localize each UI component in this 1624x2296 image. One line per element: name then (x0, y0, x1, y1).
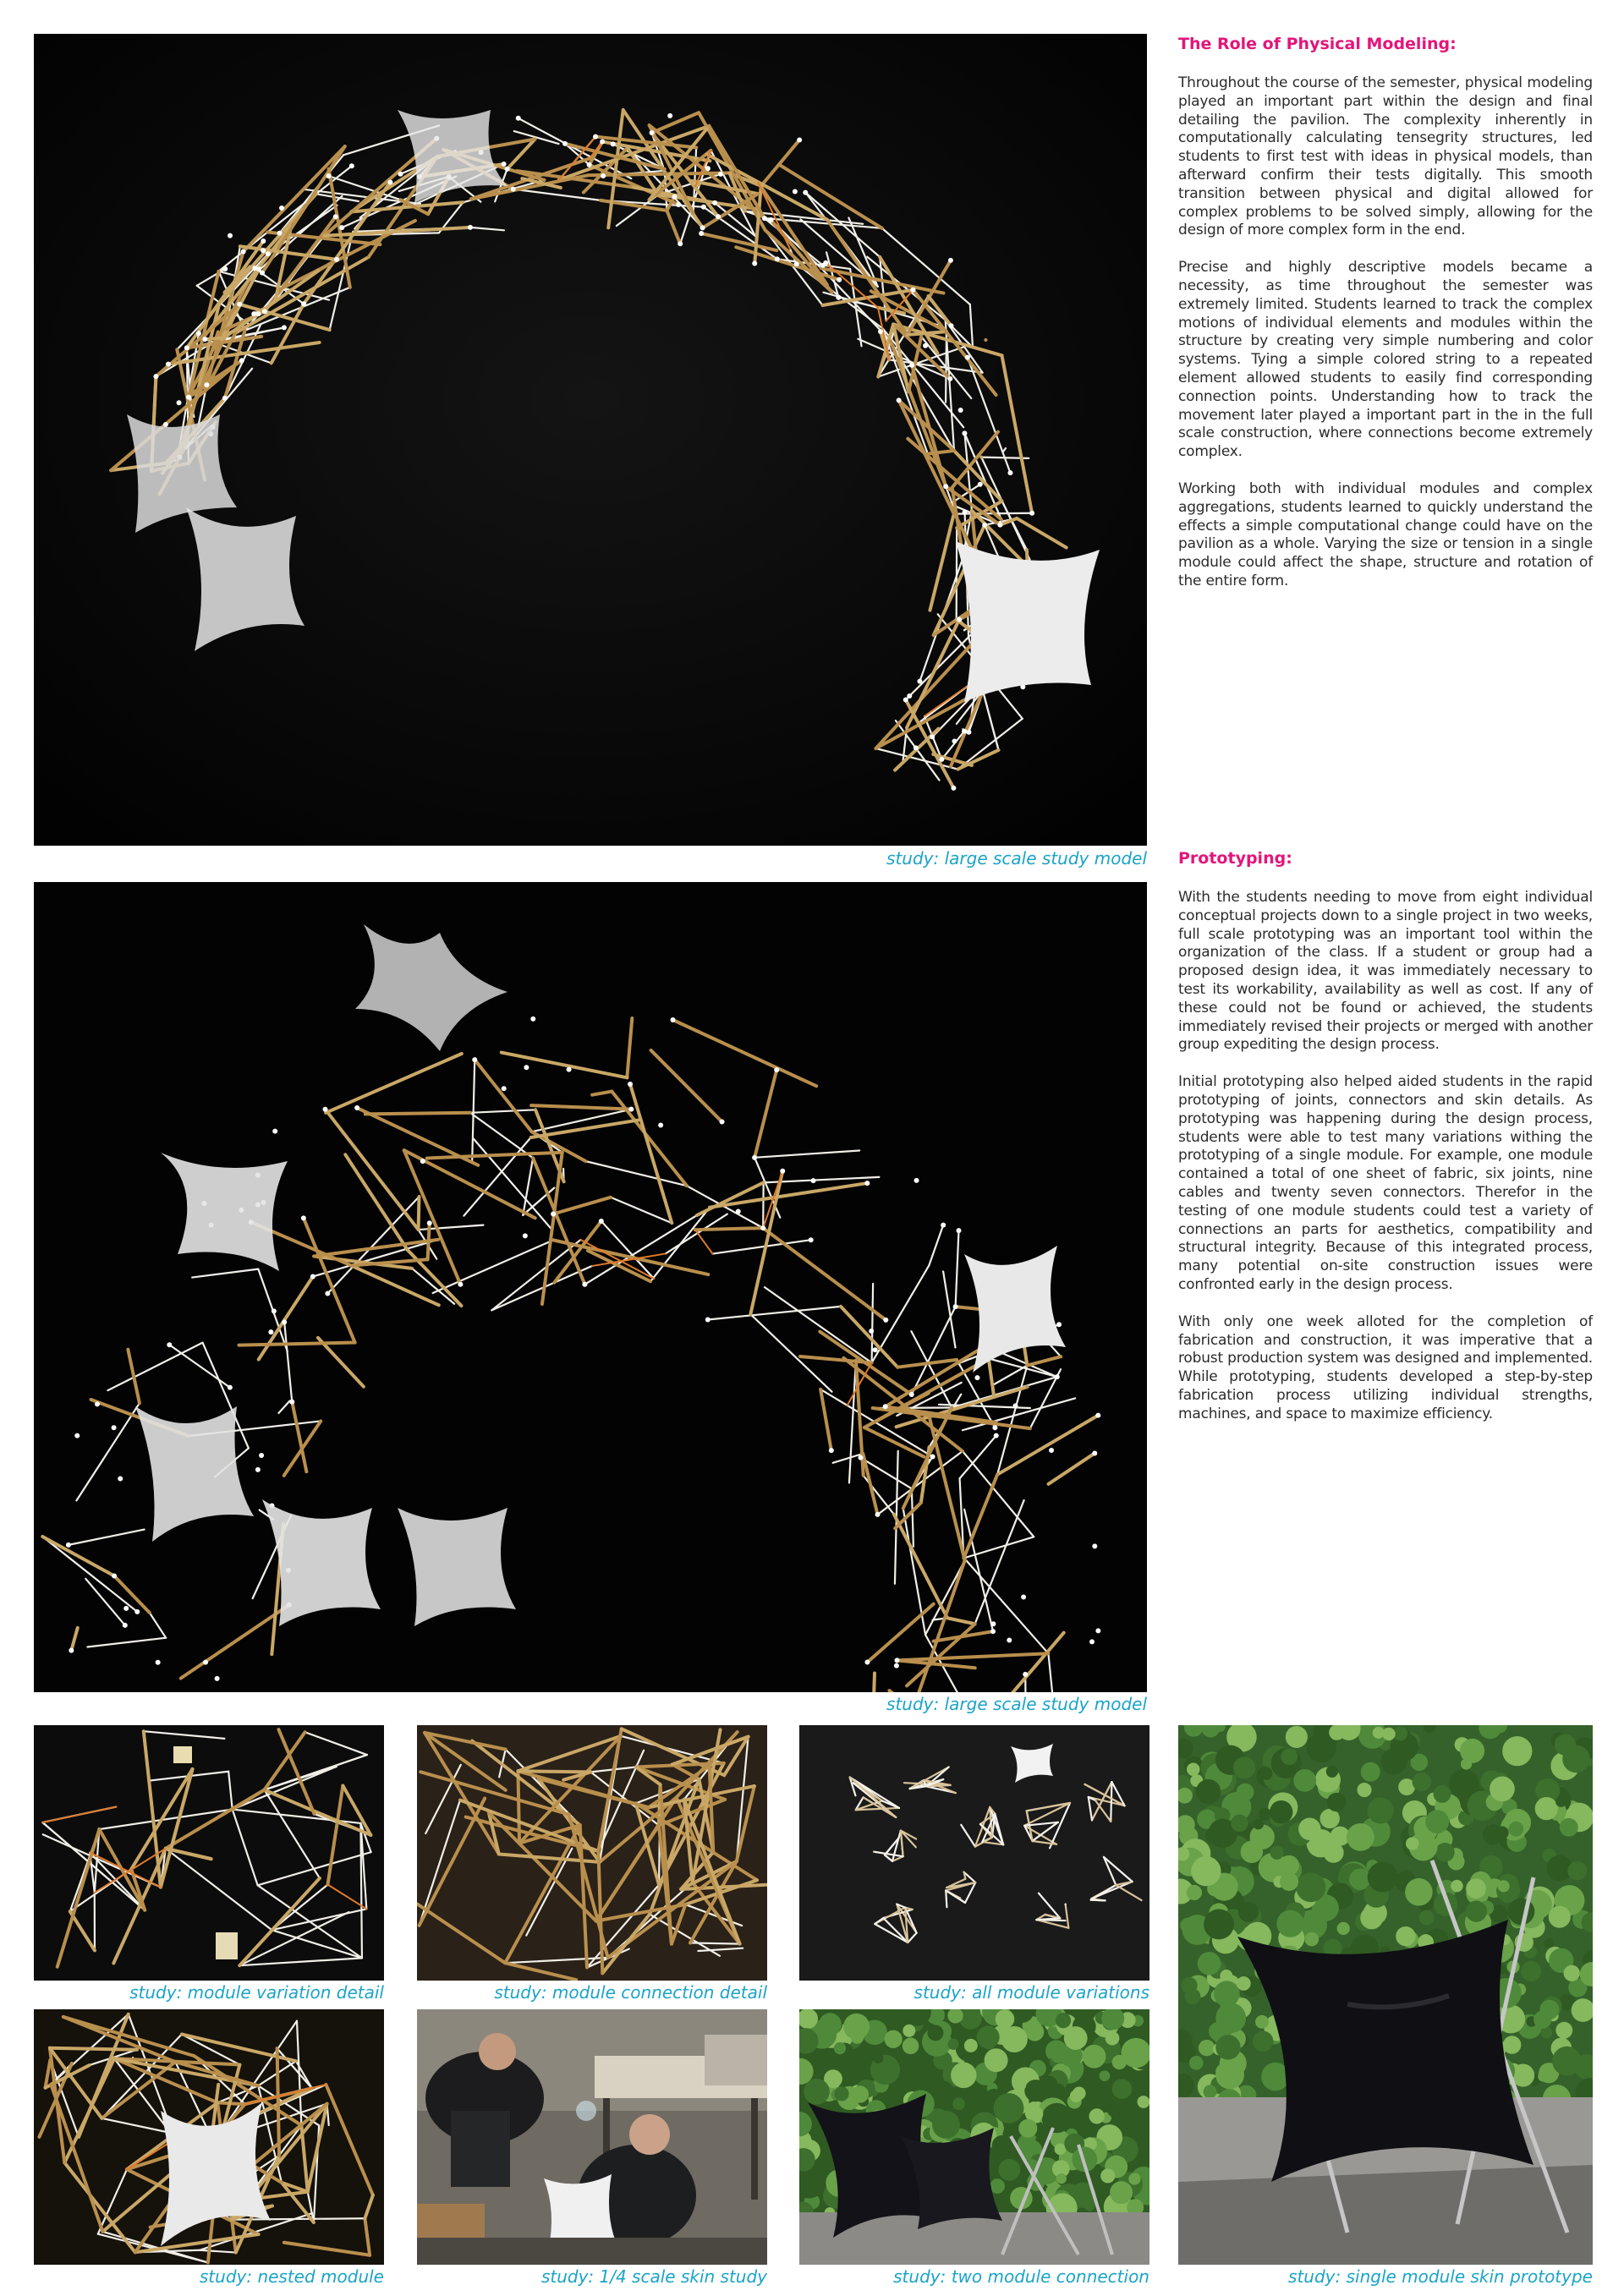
text-column-physical-modeling (1178, 34, 1593, 610)
module-connection-image (417, 1725, 767, 1981)
caption-module-variation-detail: study: module variation detail (129, 1982, 384, 2003)
photo-large-scale-study-model-top (34, 882, 1147, 1692)
photo-single-module-skin-prototype (1178, 1725, 1593, 2265)
paragraph: With the students needing to move from eight individual conceptual projects down to a single project in two weeks, full scale prototyping was an important tool within the organization of the class. If a student or group had a proposed design idea, it was immediately necessary to test its workability, availability as well as cost. If any of these could not be found or achieved, the students immediately revised their projects or merged with another group expediting the design process. (1178, 889, 1593, 1054)
heading-role-of-physical-modeling: The Role of Physical Modeling: (1178, 35, 1457, 53)
paragraph: Initial prototyping also helped aided students in the rapid prototyping of joints, connectors and skin details. As prototyping was happening during the design process, students were able to test many variations withing the prototyping of a single module. For example, one module contained a total of one sheet of fabric, six joints, nine cables and twenty seven connectors. Therefor in the testing of one module students could test a variety of connections an parts for aesthetics, compatibility and structural integrity. Because of this integrated process, many potential on-site construction issues were confronted early in the design process. (1178, 1073, 1593, 1293)
module-variation-image (34, 1725, 384, 1981)
caption-module-connection-detail: study: module connection detail (494, 1982, 767, 2003)
caption-large-scale-study-model-1: study: large scale study model (886, 848, 1147, 869)
photo-module-connection-detail (417, 1725, 767, 1981)
photo-all-module-variations (799, 1725, 1149, 1981)
caption-two-module-connection: study: two module connection (893, 2266, 1149, 2287)
caption-large-scale-study-model-2: study: large scale study model (886, 1694, 1147, 1714)
arch-model-image (34, 34, 1147, 846)
all-modules-image (799, 1725, 1149, 1981)
caption-single-module-skin-prototype: study: single module skin prototype (1288, 2266, 1593, 2287)
heading-prototyping: Prototyping: (1178, 849, 1292, 868)
paragraph: Precise and highly descriptive models became a necessity, as time throughout the semester was extremely limited. Students learned to track the complex motions of individual elements and modules within the structure by creating very simple numbering and color systems. Tying a simple colored string to a repeated element allowed students to easily find corresponding connection points. Understanding how to track the movement later played a important part in the in the full scale construction, where connections become extremely complex. (1178, 259, 1593, 461)
nested-module-image (34, 2009, 384, 2265)
top-view-model-image (34, 882, 1147, 1692)
photo-two-module-connection (799, 2009, 1149, 2265)
paragraph: Throughout the course of the semester, physical modeling played an important part within the design and final detailing the pavilion. The complexity inherently in computationally calculating tensegrity structures, led students to first test with ideas in physical models, than afterward confirm their tests digitally. This smooth transition between physical and digital allowed for complex problems to be solved simply, allowing for the design of more complex form in the end. (1178, 74, 1593, 239)
skin-study-image (417, 2009, 767, 2265)
photo-quarter-scale-skin-study (417, 2009, 767, 2265)
fabric-module-shape (956, 541, 1100, 702)
caption-quarter-scale-skin-study: study: 1/4 scale skin study (540, 2266, 767, 2287)
photo-large-scale-study-model-arch (34, 34, 1147, 846)
paragraph: With only one week alloted for the completion of fabrication and construction, it was imperative that a robust production system was designed and implemented. While prototyping, students developed a step-by-step fabrication process utilizing individual strengths, machines, and space to maximize efficiency. (1178, 1312, 1593, 1422)
photo-module-variation-detail (34, 1725, 384, 1981)
text-column-prototyping (1178, 848, 1593, 1443)
single-module-image (1178, 1725, 1593, 2265)
caption-nested-module: study: nested module (199, 2266, 384, 2287)
two-module-image (799, 2009, 1149, 2265)
paragraph: Working both with individual modules and complex aggregations, students learned to quickly understand the effects a simple computational change could have on the pavilion as a whole. Varying the size or tension in a single module could affect the shape, structure and rotation of the entire form. (1178, 479, 1593, 589)
caption-all-module-variations: study: all module variations (914, 1982, 1149, 2003)
photo-nested-module (34, 2009, 384, 2265)
